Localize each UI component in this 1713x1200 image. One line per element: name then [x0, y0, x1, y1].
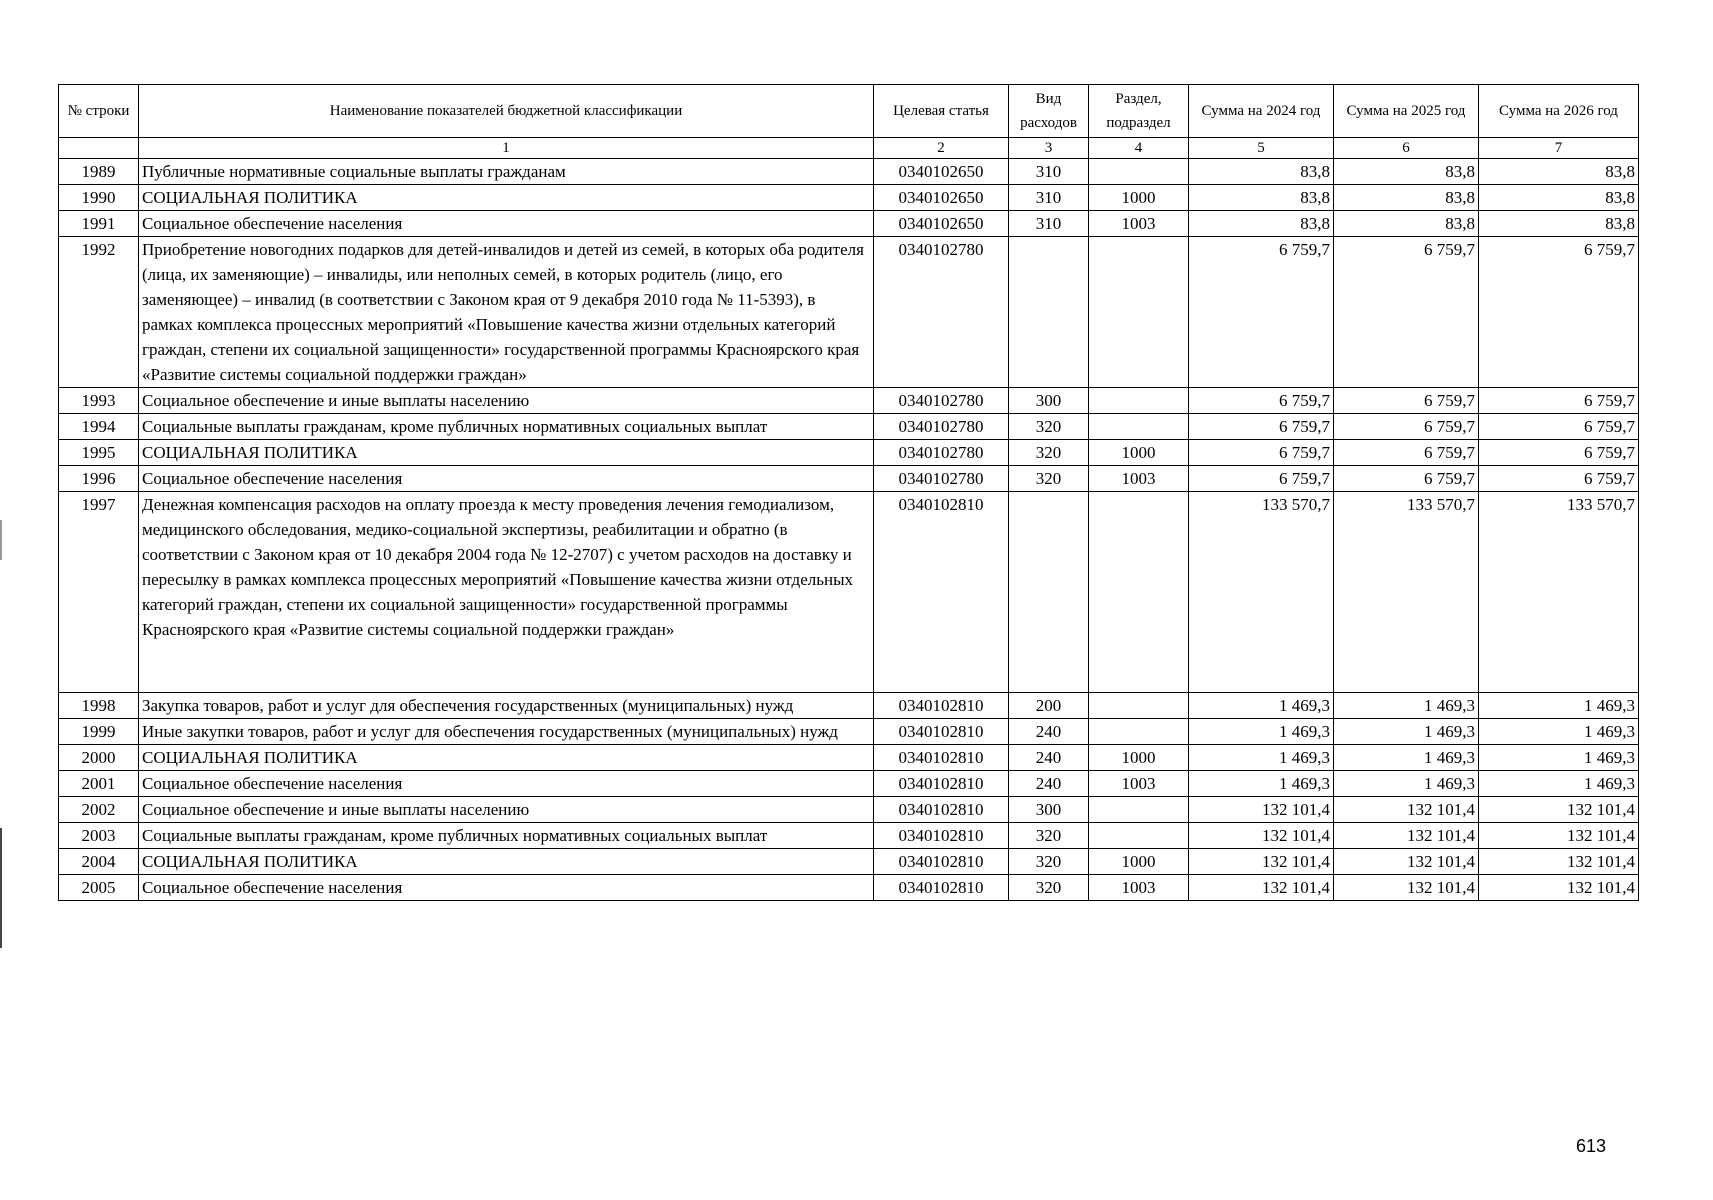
target-article-cell: 0340102650	[874, 211, 1009, 237]
indicator-name-cell: СОЦИАЛЬНАЯ ПОЛИТИКА	[139, 849, 874, 875]
expense-type-cell: 240	[1009, 745, 1089, 771]
amount-2025-cell: 6 759,7	[1334, 414, 1479, 440]
expense-type-cell: 200	[1009, 693, 1089, 719]
section-cell	[1089, 797, 1189, 823]
amount-2026-cell: 83,8	[1479, 185, 1639, 211]
amount-2024-cell: 132 101,4	[1189, 875, 1334, 901]
amount-2025-cell: 83,8	[1334, 185, 1479, 211]
expense-type-cell: 310	[1009, 185, 1089, 211]
expense-type-cell: 320	[1009, 875, 1089, 901]
section-cell	[1089, 237, 1189, 388]
header-2024: Сумма на 2024 год	[1189, 85, 1334, 138]
target-article-cell: 0340102780	[874, 440, 1009, 466]
budget-table	[58, 84, 1639, 901]
amount-2025-cell: 1 469,3	[1334, 771, 1479, 797]
amount-2025-cell: 6 759,7	[1334, 388, 1479, 414]
indicator-name-cell: Социальные выплаты гражданам, кроме публичных нормативных социальных выплат	[139, 414, 874, 440]
budget-table-container	[58, 84, 1638, 901]
indicator-name-cell: Социальное обеспечение населения	[139, 771, 874, 797]
target-article-cell: 0340102810	[874, 849, 1009, 875]
table-row	[59, 211, 1639, 237]
amount-2024-cell: 1 469,3	[1189, 719, 1334, 745]
table-row	[59, 745, 1639, 771]
section-cell: 1000	[1089, 745, 1189, 771]
amount-2026-cell: 6 759,7	[1479, 440, 1639, 466]
indicator-name-cell: Социальное обеспечение населения	[139, 211, 874, 237]
table-row	[59, 159, 1639, 185]
amount-2024-cell: 6 759,7	[1189, 440, 1334, 466]
table-row	[59, 823, 1639, 849]
section-cell: 1000	[1089, 849, 1189, 875]
row-number-cell: 1996	[59, 466, 139, 492]
indicator-name-cell: СОЦИАЛЬНАЯ ПОЛИТИКА	[139, 745, 874, 771]
amount-2025-cell: 83,8	[1334, 159, 1479, 185]
expense-type-cell: 240	[1009, 719, 1089, 745]
amount-2024-cell: 83,8	[1189, 185, 1334, 211]
section-cell	[1089, 159, 1189, 185]
table-row	[59, 797, 1639, 823]
target-article-cell: 0340102780	[874, 466, 1009, 492]
row-number-cell: 1992	[59, 237, 139, 388]
amount-2026-cell: 83,8	[1479, 211, 1639, 237]
amount-2025-cell: 6 759,7	[1334, 237, 1479, 388]
expense-type-cell	[1009, 237, 1089, 388]
target-article-cell: 0340102780	[874, 237, 1009, 388]
target-article-cell: 0340102650	[874, 185, 1009, 211]
indicator-name-cell: СОЦИАЛЬНАЯ ПОЛИТИКА	[139, 440, 874, 466]
section-cell	[1089, 492, 1189, 693]
target-article-cell: 0340102650	[874, 159, 1009, 185]
expense-type-cell: 320	[1009, 823, 1089, 849]
table-row	[59, 466, 1639, 492]
indicator-name-cell: СОЦИАЛЬНАЯ ПОЛИТИКА	[139, 185, 874, 211]
amount-2024-cell: 6 759,7	[1189, 466, 1334, 492]
section-cell: 1003	[1089, 771, 1189, 797]
header-name: Наименование показателей бюджетной классификации	[139, 85, 874, 138]
header-section: Раздел, подраздел	[1089, 85, 1189, 138]
row-number-cell: 1999	[59, 719, 139, 745]
table-row	[59, 492, 1639, 693]
table-row	[59, 875, 1639, 901]
amount-2026-cell: 83,8	[1479, 159, 1639, 185]
page-number: 613	[1576, 1136, 1607, 1156]
amount-2024-cell: 1 469,3	[1189, 745, 1334, 771]
column-number: 5	[1189, 138, 1334, 159]
amount-2025-cell: 132 101,4	[1334, 823, 1479, 849]
target-article-cell: 0340102810	[874, 771, 1009, 797]
column-number: 4	[1089, 138, 1189, 159]
amount-2025-cell: 6 759,7	[1334, 466, 1479, 492]
column-number: 7	[1479, 138, 1639, 159]
amount-2025-cell: 1 469,3	[1334, 745, 1479, 771]
amount-2024-cell: 1 469,3	[1189, 693, 1334, 719]
target-article-cell: 0340102780	[874, 388, 1009, 414]
row-number-cell: 1993	[59, 388, 139, 414]
header-row-no: № строки	[59, 85, 139, 138]
column-number: 3	[1009, 138, 1089, 159]
section-cell	[1089, 719, 1189, 745]
amount-2024-cell: 132 101,4	[1189, 797, 1334, 823]
section-cell	[1089, 823, 1189, 849]
section-cell	[1089, 388, 1189, 414]
target-article-cell: 0340102810	[874, 823, 1009, 849]
amount-2026-cell: 1 469,3	[1479, 719, 1639, 745]
amount-2026-cell: 6 759,7	[1479, 237, 1639, 388]
amount-2025-cell: 6 759,7	[1334, 440, 1479, 466]
amount-2026-cell: 132 101,4	[1479, 849, 1639, 875]
amount-2024-cell: 1 469,3	[1189, 771, 1334, 797]
amount-2025-cell: 133 570,7	[1334, 492, 1479, 693]
expense-type-cell: 300	[1009, 797, 1089, 823]
expense-type-cell: 320	[1009, 466, 1089, 492]
amount-2026-cell: 6 759,7	[1479, 388, 1639, 414]
header-2025: Сумма на 2025 год	[1334, 85, 1479, 138]
amount-2025-cell: 1 469,3	[1334, 719, 1479, 745]
column-number	[59, 138, 139, 159]
target-article-cell: 0340102780	[874, 414, 1009, 440]
row-number-cell: 1994	[59, 414, 139, 440]
table-row	[59, 185, 1639, 211]
column-number: 1	[139, 138, 874, 159]
expense-type-cell: 300	[1009, 388, 1089, 414]
header-2026: Сумма на 2026 год	[1479, 85, 1639, 138]
row-number-cell: 1990	[59, 185, 139, 211]
amount-2024-cell: 132 101,4	[1189, 849, 1334, 875]
section-cell	[1089, 414, 1189, 440]
scan-edge-mark	[0, 828, 2, 948]
amount-2026-cell: 6 759,7	[1479, 414, 1639, 440]
table-body	[59, 159, 1639, 901]
amount-2025-cell: 132 101,4	[1334, 875, 1479, 901]
amount-2025-cell: 132 101,4	[1334, 849, 1479, 875]
amount-2026-cell: 132 101,4	[1479, 797, 1639, 823]
row-number-cell: 2002	[59, 797, 139, 823]
amount-2026-cell: 132 101,4	[1479, 823, 1639, 849]
amount-2026-cell: 1 469,3	[1479, 771, 1639, 797]
table-row	[59, 388, 1639, 414]
amount-2026-cell: 1 469,3	[1479, 745, 1639, 771]
target-article-cell: 0340102810	[874, 492, 1009, 693]
amount-2024-cell: 83,8	[1189, 159, 1334, 185]
row-number-cell: 2004	[59, 849, 139, 875]
amount-2025-cell: 1 469,3	[1334, 693, 1479, 719]
row-number-cell: 1991	[59, 211, 139, 237]
row-number-cell: 1997	[59, 492, 139, 693]
indicator-name-cell: Социальное обеспечение и иные выплаты населению	[139, 388, 874, 414]
header-type: Вид расходов	[1009, 85, 1089, 138]
amount-2024-cell: 132 101,4	[1189, 823, 1334, 849]
amount-2024-cell: 6 759,7	[1189, 237, 1334, 388]
section-cell: 1003	[1089, 466, 1189, 492]
section-cell: 1003	[1089, 211, 1189, 237]
expense-type-cell: 320	[1009, 849, 1089, 875]
column-number-row	[59, 138, 1639, 159]
indicator-name-cell: Закупка товаров, работ и услуг для обеспечения государственных (муниципальных) нужд	[139, 693, 874, 719]
target-article-cell: 0340102810	[874, 875, 1009, 901]
amount-2026-cell: 133 570,7	[1479, 492, 1639, 693]
section-cell	[1089, 693, 1189, 719]
expense-type-cell: 320	[1009, 414, 1089, 440]
table-row	[59, 719, 1639, 745]
indicator-name-cell: Публичные нормативные социальные выплаты гражданам	[139, 159, 874, 185]
target-article-cell: 0340102810	[874, 693, 1009, 719]
table-row	[59, 693, 1639, 719]
amount-2026-cell: 6 759,7	[1479, 466, 1639, 492]
column-number: 2	[874, 138, 1009, 159]
row-number-cell: 1998	[59, 693, 139, 719]
target-article-cell: 0340102810	[874, 719, 1009, 745]
amount-2026-cell: 1 469,3	[1479, 693, 1639, 719]
table-row	[59, 414, 1639, 440]
row-number-cell: 1989	[59, 159, 139, 185]
section-cell: 1000	[1089, 185, 1189, 211]
header-code: Целевая статья	[874, 85, 1009, 138]
amount-2026-cell: 132 101,4	[1479, 875, 1639, 901]
section-cell: 1000	[1089, 440, 1189, 466]
indicator-name-cell: Приобретение новогодних подарков для детей-инвалидов и детей из семей, в которых оба родителя (лица, их заменяющие) – инвалиды, или неполных семей, в которых родитель (лицо, его заменяющее) – инвалид (в соответствии с Законом края от 9 декабря 2010 года № 11-5393), в рамках комплекса процессных мероприятий «Повышение качества жизни отдельных категорий граждан, степени их социальной защищенности» государственной программы Красноярского края «Развитие системы социальной поддержки граждан»	[139, 237, 874, 388]
indicator-name-cell: Иные закупки товаров, работ и услуг для обеспечения государственных (муниципальных) нужд	[139, 719, 874, 745]
table-row	[59, 849, 1639, 875]
amount-2024-cell: 83,8	[1189, 211, 1334, 237]
table-row	[59, 440, 1639, 466]
target-article-cell: 0340102810	[874, 745, 1009, 771]
expense-type-cell: 240	[1009, 771, 1089, 797]
row-number-cell: 2001	[59, 771, 139, 797]
amount-2024-cell: 6 759,7	[1189, 414, 1334, 440]
column-number: 6	[1334, 138, 1479, 159]
table-row	[59, 771, 1639, 797]
amount-2025-cell: 83,8	[1334, 211, 1479, 237]
indicator-name-cell: Социальные выплаты гражданам, кроме публичных нормативных социальных выплат	[139, 823, 874, 849]
scan-edge-mark	[0, 520, 2, 560]
row-number-cell: 1995	[59, 440, 139, 466]
row-number-cell: 2003	[59, 823, 139, 849]
amount-2025-cell: 132 101,4	[1334, 797, 1479, 823]
expense-type-cell: 310	[1009, 159, 1089, 185]
indicator-name-cell: Социальное обеспечение населения	[139, 875, 874, 901]
indicator-name-cell: Социальное обеспечение населения	[139, 466, 874, 492]
indicator-name-cell: Социальное обеспечение и иные выплаты населению	[139, 797, 874, 823]
header-row	[59, 85, 1639, 138]
indicator-name-cell: Денежная компенсация расходов на оплату проезда к месту проведения лечения гемодиализом, медицинского обследования, медико-социальной экспертизы, реабилитации и обратно (в соответствии с Законом края от 10 декабря 2004 года № 12-2707) с учетом расходов на доставку и пересылку в рамках комплекса процессных мероприятий «Повышение качества жизни отдельных категорий граждан, степени их социальной защищенности» государственной программы Красноярского края «Развитие системы социальной поддержки граждан»	[139, 492, 874, 693]
expense-type-cell: 320	[1009, 440, 1089, 466]
amount-2024-cell: 6 759,7	[1189, 388, 1334, 414]
expense-type-cell	[1009, 492, 1089, 693]
expense-type-cell: 310	[1009, 211, 1089, 237]
section-cell: 1003	[1089, 875, 1189, 901]
row-number-cell: 2005	[59, 875, 139, 901]
table-row	[59, 237, 1639, 388]
row-number-cell: 2000	[59, 745, 139, 771]
amount-2024-cell: 133 570,7	[1189, 492, 1334, 693]
target-article-cell: 0340102810	[874, 797, 1009, 823]
